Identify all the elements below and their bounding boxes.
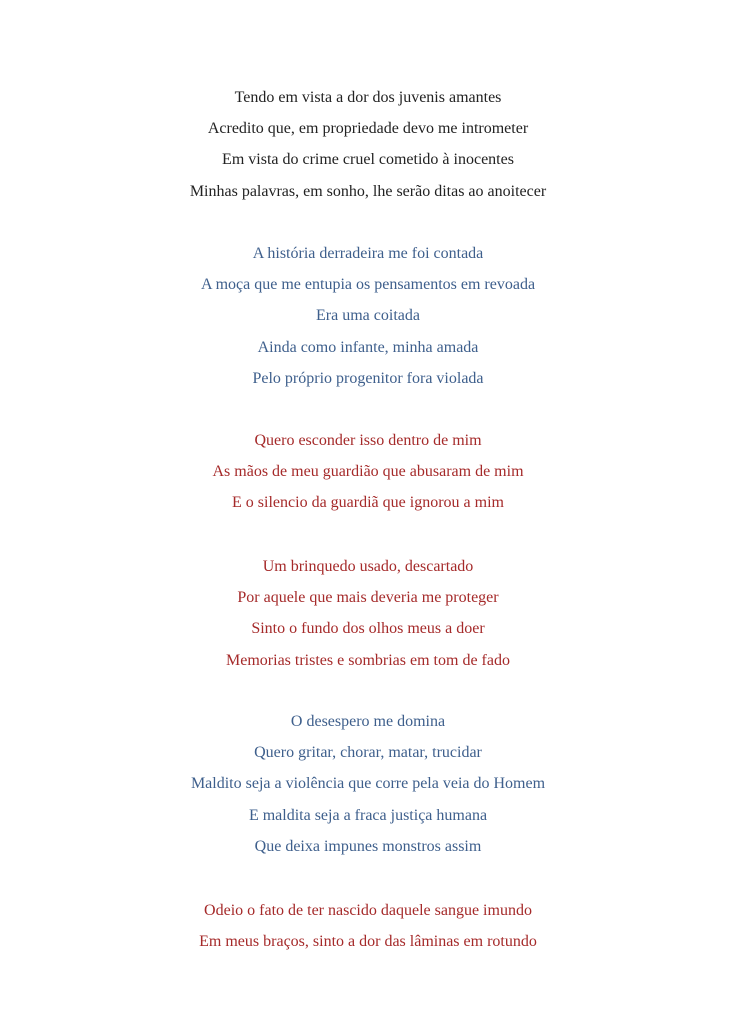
poem-line: Pelo próprio progenitor fora violada bbox=[252, 369, 484, 387]
poem-line: Odeio o fato de ter nascido daquele sangue imundo bbox=[204, 902, 532, 919]
stanza-6 bbox=[0, 895, 736, 957]
poem-line: Quero gritar, chorar, matar, trucidar bbox=[254, 744, 482, 762]
stanza-5 bbox=[0, 706, 736, 862]
poem-line: A história derradeira me foi contada bbox=[252, 245, 484, 262]
poem-line: Acredito que, em propriedade devo me intrometer bbox=[207, 120, 529, 138]
poem-line: As mãos de meu guardião que abusaram de mim bbox=[212, 463, 524, 481]
poem-line: E maldita seja a fraca justiça humana bbox=[248, 806, 488, 824]
poem-line: Memorias tristes e sombrias em tom de fado bbox=[226, 651, 510, 669]
poem-line: Maldito seja a violência que corre pela veia do Homem bbox=[190, 775, 546, 793]
stanza-4 bbox=[0, 551, 736, 676]
stanza-2 bbox=[0, 238, 736, 394]
poem-line: Um brinquedo usado, descartado bbox=[262, 558, 474, 575]
poem-line: E o silencio da guardiã que ignorou a mim bbox=[232, 494, 504, 512]
poem-line: Era uma coitada bbox=[316, 307, 420, 325]
poem-line: Quero esconder isso dentro de mim bbox=[254, 432, 482, 449]
poem-line: Em vista do crime cruel cometido à inocentes bbox=[222, 151, 514, 169]
poem-line: A moça que me entupia os pensamentos em revoada bbox=[200, 276, 536, 294]
poem-line: Ainda como infante, minha amada bbox=[257, 338, 479, 356]
poem-line: Minhas palavras, em sonho, lhe serão ditas ao anoitecer bbox=[189, 182, 547, 200]
stanza-1 bbox=[0, 82, 736, 207]
poem-line: Por aquele que mais deveria me proteger bbox=[237, 589, 499, 607]
poem-line: Tendo em vista a dor dos juvenis amantes bbox=[234, 89, 502, 106]
poem-line: O desespero me domina bbox=[290, 713, 446, 730]
poem-line: Em meus braços, sinto a dor das lâminas em rotundo bbox=[199, 933, 537, 951]
stanza-3 bbox=[0, 425, 736, 519]
poem-line: Que deixa impunes monstros assim bbox=[254, 837, 482, 855]
poem-line: Sinto o fundo dos olhos meus a doer bbox=[251, 620, 485, 638]
